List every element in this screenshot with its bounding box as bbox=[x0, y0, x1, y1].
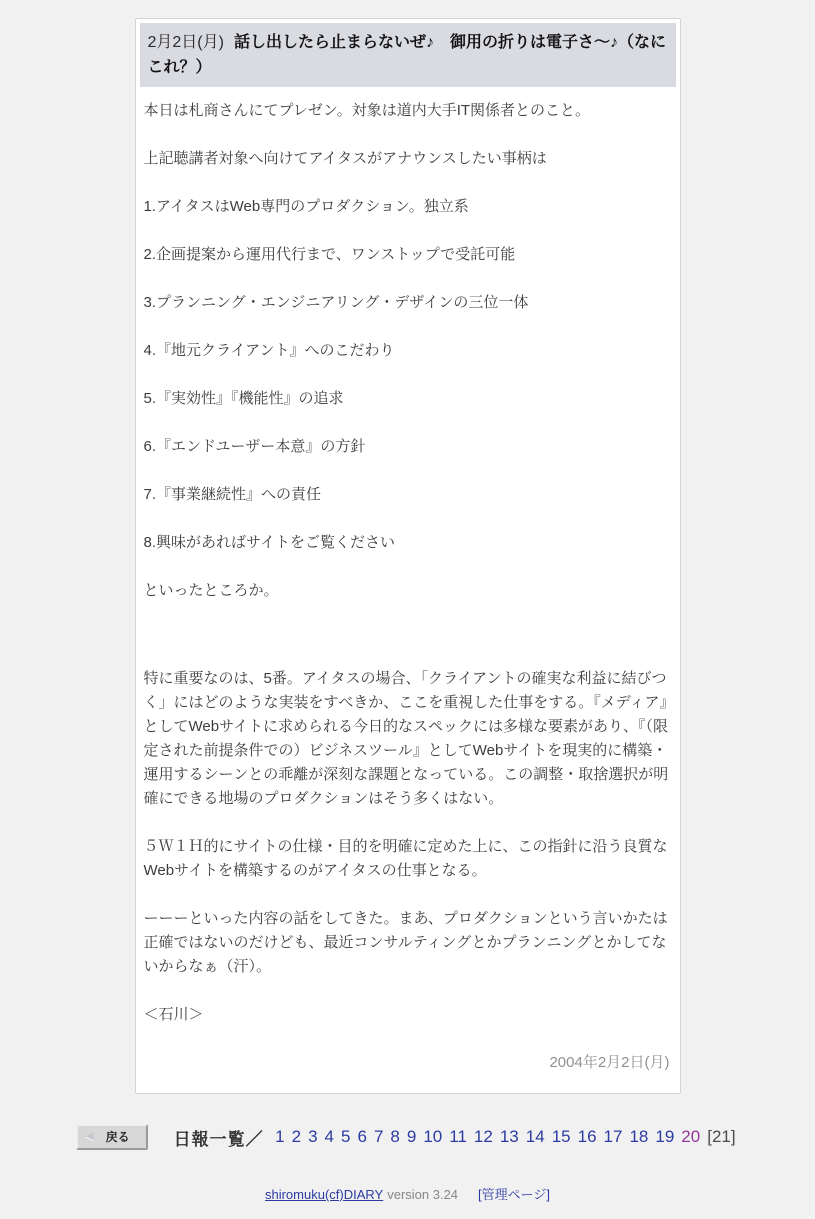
page-link[interactable]: 11 bbox=[449, 1127, 467, 1146]
entry-paragraph: 4.『地元クライアント』へのこだわり bbox=[143, 342, 395, 359]
version-text: version 3.24 bbox=[387, 1187, 459, 1202]
back-button-label: 戻る bbox=[105, 1130, 130, 1144]
entry-paragraph: ５Ｗ１Ｈ的にサイトの仕様・目的を明確に定めた上に、この指針に沿う良質なWebサイトを構築するのがアイタスの仕事となる。 bbox=[143, 838, 668, 879]
admin-page-link[interactable]: [管理ページ] bbox=[478, 1187, 551, 1202]
page-link[interactable]: 9 bbox=[406, 1127, 417, 1146]
entry-paragraph: 1.アイタスはWeb専門のプロダクション。独立系 bbox=[143, 198, 469, 215]
entry-paragraph: 5.『実効性』『機能性』の追求 bbox=[143, 390, 344, 407]
page-link[interactable]: 16 bbox=[577, 1127, 597, 1146]
page-link[interactable]: 15 bbox=[551, 1127, 571, 1146]
page-link[interactable]: 5 bbox=[341, 1127, 351, 1146]
entry-header-date: 2月2日(月) bbox=[147, 34, 224, 51]
entry-paragraph: 本日は札商さんにてプレゼン。対象は道内大手IT関係者とのこと。 bbox=[143, 102, 591, 119]
page-link[interactable]: 3 bbox=[308, 1127, 318, 1146]
entry-paragraph bbox=[144, 627, 672, 643]
page-link[interactable]: 7 bbox=[373, 1127, 384, 1146]
pager bbox=[174, 1125, 739, 1150]
page-link[interactable]: 1 bbox=[275, 1127, 285, 1146]
diary-home-link[interactable]: shiromuku(cf)DIARY bbox=[264, 1187, 384, 1202]
page-link[interactable]: 14 bbox=[525, 1127, 545, 1146]
page-links bbox=[272, 1127, 739, 1147]
back-button[interactable] bbox=[76, 1124, 148, 1150]
entry-paragraph: 2.企画提案から運用代行まで、ワンストップで受託可能 bbox=[143, 246, 516, 263]
page-link[interactable]: 6 bbox=[357, 1127, 367, 1146]
page-link[interactable]: 13 bbox=[499, 1127, 519, 1146]
page-link[interactable]: 17 bbox=[603, 1127, 623, 1146]
page-link[interactable]: 12 bbox=[473, 1127, 493, 1146]
entry-paragraph: 特に重要なのは、5番。アイタスの場合、「クライアントの確実な利益に結びつく」にはどのような実装をすべきか、ここを重視した仕事をする。『メディア』としてWebサイトに求められる今日的なスペックには多様な要素があり、『（限定された前提条件での）ビジネスツール』としてWebサイトを現実的に構築・運用するシーンとの乖離が深刻な課題となっている。この調整・取捨選択が明確にできる地場のプロダクションはそう多くはない。 bbox=[143, 670, 669, 807]
entry-title: 話し出したら止まらないぜ♪ 御用の折りは電子さ〜♪（なにこれ？） bbox=[147, 34, 666, 76]
page-link[interactable]: 8 bbox=[390, 1127, 400, 1146]
page-link[interactable]: 2 bbox=[291, 1127, 302, 1146]
entry-paragraphs bbox=[144, 99, 672, 1027]
entry-paragraph: 7.『事業継続性』への責任 bbox=[143, 486, 322, 503]
page-link[interactable]: 4 bbox=[324, 1127, 334, 1146]
entry-paragraph: 6.『エンドユーザー本意』の方針 bbox=[143, 438, 366, 455]
entry-paragraph: 上記聴講者対象へ向けてアイタスがアナウンスしたい事柄は bbox=[143, 150, 547, 167]
bottom-navigation bbox=[0, 1124, 815, 1150]
page-link[interactable]: 19 bbox=[655, 1127, 675, 1146]
back-arrow-icon: ◀ bbox=[85, 1130, 94, 1142]
page-link[interactable]: 18 bbox=[629, 1127, 649, 1146]
entry-header bbox=[140, 23, 676, 87]
entry-body bbox=[140, 87, 676, 1089]
entry-paragraph: 3.プランニング・エンジニアリング・デザインの三位一体 bbox=[143, 294, 529, 311]
page-link[interactable]: [21] bbox=[707, 1127, 736, 1146]
entry-paragraph: 8.興味があればサイトをご覧ください bbox=[143, 534, 395, 551]
pager-label: 日報一覧／ bbox=[173, 1129, 264, 1149]
page-link[interactable]: 10 bbox=[423, 1127, 443, 1146]
entry-paragraph: といったところか。 bbox=[143, 582, 279, 599]
site-footer bbox=[0, 1184, 815, 1203]
page-link[interactable]: 20 bbox=[681, 1127, 701, 1146]
entry-footer-date: 2004年2月2日(月) bbox=[549, 1054, 670, 1071]
entry-paragraph: ＜石川＞ bbox=[143, 1006, 204, 1023]
diary-entry-box bbox=[135, 18, 681, 1094]
entry-paragraph: ーーーといった内容の話をしてきた。まあ、プロダクションという言いかたは正確ではないのだけども、最近コンサルティングとかプランニングとかしてないからなぁ（汗）。 bbox=[143, 910, 668, 975]
